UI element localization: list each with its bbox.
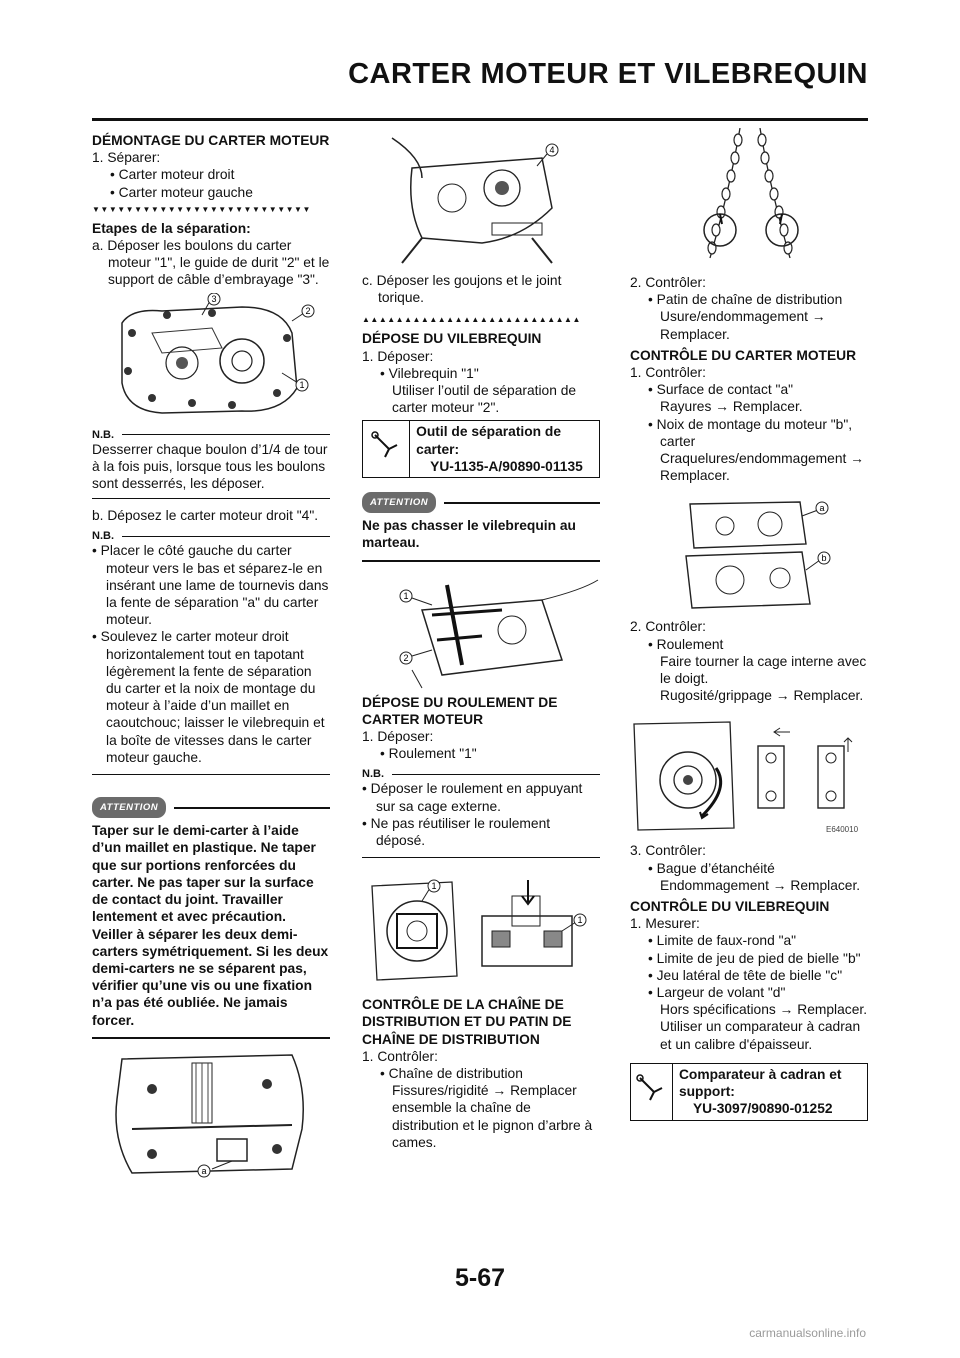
step-c-dowels: c. Déposer les goujons et le joint torique. [362, 273, 562, 306]
timing-chain-figure [630, 128, 868, 270]
figure-code: E640010 [826, 825, 859, 835]
crankcase-halves-figure [92, 1049, 330, 1179]
steps-end-marker: ▲▲▲▲▲▲▲▲▲▲▲▲▲▲▲▲▲▲▲▲▲▲▲▲▲▲ [362, 315, 581, 325]
tool-code: YU-3097/90890-01252 [692, 1101, 833, 1117]
nb-press-outer-race: • Déposer le roulement en appuyant sur sa cage externe. [362, 781, 583, 814]
page-number: 5-67 [454, 1264, 506, 1292]
step-check-1: 1. Contrôler: [630, 365, 706, 381]
step-check-2: 2. Contrôler: [630, 275, 706, 290]
watermark-link[interactable]: carmanualsonline.info [749, 1326, 866, 1340]
column-middle [362, 128, 600, 1151]
fig1-label-1: 1 [299, 379, 305, 390]
bearing-check-figure [630, 718, 868, 838]
fig-bearing-label-1a: 1 [431, 881, 437, 892]
section-heading-chain-check: CONTRÔLE DE LA CHAÎNE DE DISTRIBUTION ET DU PATIN DE CHAÎNE DE DISTRIBUTION [362, 997, 572, 1047]
attention-header [362, 492, 600, 513]
bullet-bearing: • Roulement [648, 636, 724, 652]
steps-start-marker: ▼▼▼▼▼▼▼▼▼▼▼▼▼▼▼▼▼▼▼▼▼▼▼▼▼▼ [92, 204, 311, 214]
bullet-right-crankcase: • Carter moteur droit [110, 167, 235, 183]
bullet-oil-seal: • Bague d’étanchéité [648, 860, 775, 876]
nb-label: N.B. [92, 530, 330, 542]
fig-bearing-label-1b: 1 [577, 915, 583, 926]
bullet-timing-chain-action: Fissures/rigidité → Remplacer ensemble la chaîne de distribution et le pignon d’arbre à cames. [392, 1083, 593, 1150]
tool-icon [631, 1064, 673, 1120]
nb-label: N.B. [92, 429, 330, 441]
bullet-crankshaft: • Vilebrequin "1" [380, 365, 479, 381]
bullet-big-end: • Jeu latéral de tête de bielle "c" [648, 967, 843, 983]
bullet-timing-chain: • Chaîne de distribution [380, 1066, 523, 1082]
crankcase-bolts-figure [92, 293, 330, 423]
bullet-oil-seal-action: Endommagement → Remplacer. [660, 877, 861, 893]
fig-label-1: 1 [403, 590, 409, 601]
fig-label-2: 2 [403, 652, 409, 663]
step-check: 1. Contrôler: [362, 1048, 438, 1064]
tool-box-dial-gauge [630, 1063, 868, 1121]
divider [92, 1037, 330, 1039]
bullet-bearing: • Roulement "1" [380, 746, 477, 762]
step-separate: 1. Séparer: [92, 150, 161, 166]
crankcase-check-figure [630, 494, 868, 612]
title-rule [92, 118, 868, 121]
bullet-contact-surface: • Surface de contact "a" [648, 382, 794, 398]
fig-label-a: a [819, 503, 825, 514]
step-remove: 1. Déposer: [362, 729, 434, 745]
crankshaft-removal-figure [362, 570, 600, 690]
attention-header [92, 797, 330, 818]
tool-title: Outil de séparation de carter: [416, 424, 562, 457]
column-left [92, 128, 330, 1183]
measure-tools-note: Utiliser un comparateur à cadran et un calibre d'épaisseur. [660, 1019, 861, 1052]
attention-badge: ATTENTION [92, 797, 166, 818]
bullet-chain-guide-action: Usure/endommagement → Remplacer. [660, 309, 826, 342]
column-right [630, 128, 868, 1129]
divider [362, 857, 600, 858]
tool-icon [363, 421, 410, 477]
bullet-crank-width: • Largeur de volant "d" [648, 985, 786, 1001]
bullet-small-end: • Limite de jeu de pied de bielle "b" [648, 950, 861, 966]
bullet-chain-guide: • Patin de chaîne de distribution [648, 292, 843, 308]
divider [92, 498, 330, 499]
bullet-left-crankcase: • Carter moteur gauche [110, 184, 253, 200]
section-heading-bearing-removal: DÉPOSE DU ROULEMENT DE CARTER MOTEUR [362, 694, 558, 727]
bullet-bearing-action: Rugosité/grippage → Remplacer. [660, 688, 864, 704]
fig-label-4: 4 [549, 145, 555, 155]
bullet-engine-mount: • Noix de montage du moteur "b", carter [648, 416, 853, 449]
page-title: CARTER MOTEUR ET VILEBREQUIN [348, 58, 868, 90]
attention-text: Taper sur le demi-carter à l’aide d’un maillet en plastique. Ne taper que sur portions renforcées du carter. Ne pas taper sur la surface de contact du joint. Travailler lentement et avec précaution. Veiller à séparer les deux demi-carters symétriquement. Si les deux demi-carters ne se séparent pas, vérifier qu’une vis ou une fixation n’a pas été oubliée. Ne jamais forcer. [92, 823, 329, 1028]
bullet-engine-mount-action: Craquelures/endommagement → Remplacer. [660, 451, 864, 484]
divider [362, 560, 600, 562]
nb-loosen-bolts: Desserrer chaque boulon d’1/4 de tour à la fois puis, lorsque tous les boulons sont desserrés, les déposer. [92, 441, 328, 492]
attention-badge: ATTENTION [362, 492, 436, 513]
separation-steps-title: Etapes de la séparation: [92, 220, 251, 236]
attention-text: Ne pas chasser le vilebrequin au marteau. [362, 518, 576, 551]
bullet-runout: • Limite de faux-rond "a" [648, 933, 797, 949]
section-heading-crankshaft-removal: DÉPOSE DU VILEBREQUIN [362, 331, 542, 347]
bullet-bearing-turn: Faire tourner la cage interne avec le doigt. [660, 653, 867, 687]
tool-code: YU-1135-A/90890-01135 [430, 458, 583, 474]
section-heading-carter-disassembly: DÉMONTAGE DU CARTER MOTEUR [92, 133, 330, 148]
step-check-2b: 2. Contrôler: [630, 619, 706, 635]
step-a-bolts: a. Déposer les boulons du carter moteur "1", le guide de durit "2" et le support de câble d’embrayage "3". [92, 238, 330, 288]
bearing-removal-figure [362, 876, 600, 986]
section-heading-crankcase-check: CONTRÔLE DU CARTER MOTEUR [630, 347, 857, 363]
divider [92, 774, 330, 775]
nb-lift-right: • Soulevez le carter moteur droit horizontalement tout en tapotant légèrement la fente de séparation du carter et la noix de montage du moteur à l’aide d’un maillet en caoutchouc; laisser le vilebrequin et la boîte de vitesses dans le carter moteur gauche. [92, 629, 325, 765]
right-crankcase-removal-figure [362, 128, 600, 268]
bullet-crankshaft-note: Utiliser l’outil de séparation de carter moteur "2". [392, 383, 577, 416]
section-heading-crankshaft-check: CONTRÔLE DU VILEBREQUIN [630, 899, 830, 915]
nb-place-left-side: • Placer le côté gauche du carter moteur vers le bas et séparez-le en insérant une lame de tournevis dans la fente de séparation "a" du carter moteur. [92, 543, 329, 628]
tool-title: Comparateur à cadran et support: [678, 1066, 842, 1100]
measure-out-of-spec: Hors spécifications → Remplacer. [660, 1002, 868, 1018]
fig1-label-3: 3 [211, 293, 217, 304]
nb-do-not-reuse: • Ne pas réutiliser le roulement déposé. [362, 815, 551, 849]
step-b-remove-right: b. Déposez le carter moteur droit "4". [92, 508, 319, 524]
fig1-label-2: 2 [305, 305, 311, 316]
tool-box-separator [362, 420, 600, 478]
nb-label: N.B. [362, 768, 600, 780]
fig2-label-a: a [201, 1165, 207, 1176]
fig-label-b: b [821, 553, 827, 564]
step-remove: 1. Déposer: [362, 348, 434, 364]
bullet-contact-surface-action: Rayures → Remplacer. [660, 399, 803, 415]
step-check-3: 3. Contrôler: [630, 843, 706, 859]
step-measure: 1. Mesurer: [630, 916, 700, 932]
